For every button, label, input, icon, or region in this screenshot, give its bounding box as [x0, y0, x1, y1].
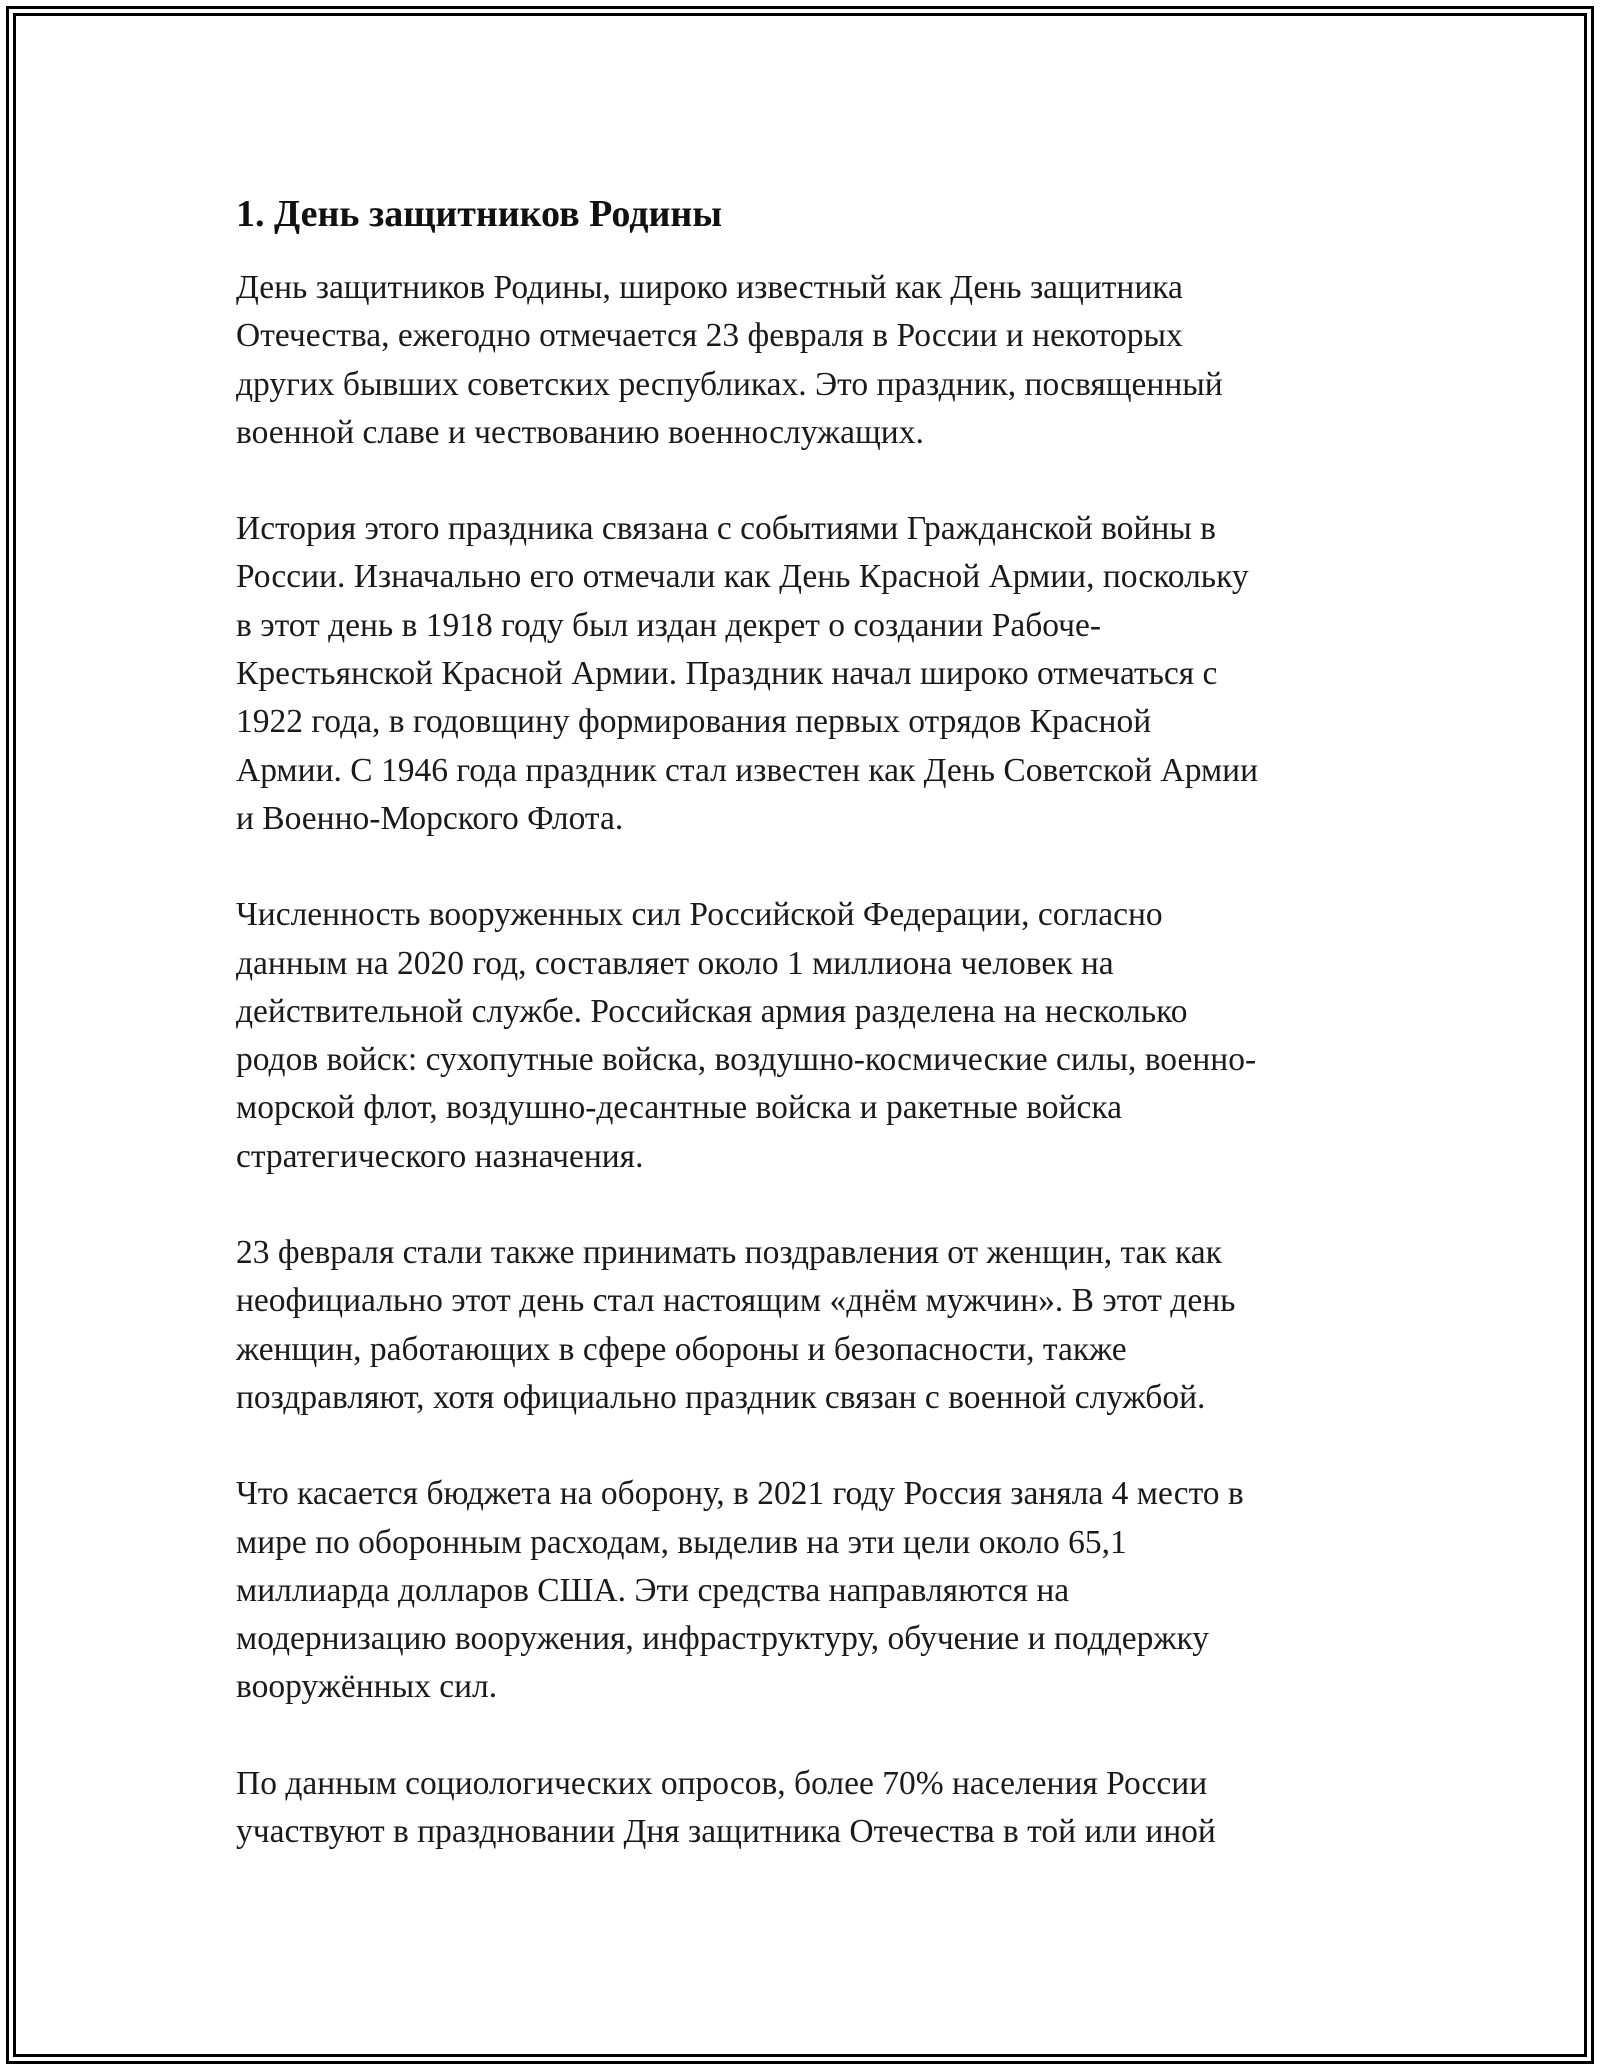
text-line: мире по оборонным расходам, выделив на эти цели около 65,1	[236, 1523, 1127, 1561]
text-line: России. Изначально его отмечали как День Красной Армии, поскольку	[236, 558, 1249, 596]
document-page	[236, 190, 1366, 1856]
text-line: 23 февраля стали также принимать поздравления от женщин, так как	[236, 1234, 1222, 1272]
text-line: и Военно-Морского Флота.	[236, 799, 624, 837]
paragraph-armed-forces	[236, 891, 1366, 1181]
text-line: модернизацию вооружения, инфраструктуру, обучение и поддержку	[236, 1620, 1210, 1658]
text-line: Численность вооруженных сил Российской Федерации, согласно	[236, 896, 1163, 934]
text-line: Что касается бюджета на оборону, в 2021 году Россия заняла 4 место в	[236, 1475, 1244, 1513]
text-line: По данным социологических опросов, более 70% населения России	[236, 1764, 1208, 1802]
document-body	[236, 264, 1366, 1856]
text-line: 1922 года, в годовщину формирования первых отрядов Красной	[236, 703, 1152, 741]
text-line: Крестьянской Красной Армии. Праздник начал широко отмечаться с	[236, 655, 1218, 693]
paragraph-surveys	[236, 1760, 1366, 1857]
section-heading: 1. День защитников Родины	[236, 193, 722, 235]
paragraph-history	[236, 505, 1366, 843]
text-line: Отечества, ежегодно отмечается 23 февраля в России и некоторых	[236, 317, 1183, 355]
text-line: День защитников Родины, широко известный как День защитника	[236, 269, 1183, 306]
text-line: родов войск: сухопутные войска, воздушно-космические силы, военно-	[236, 1041, 1257, 1079]
text-line: данным на 2020 год, составляет около 1 миллиона человек на	[236, 944, 1114, 982]
text-line: военной славе и чествованию военнослужащих.	[236, 413, 924, 451]
text-line: История этого праздника связана с событиями Гражданской войны в	[236, 510, 1216, 548]
text-line: других бывших советских республиках. Это праздник, посвященный	[236, 365, 1223, 403]
text-line: миллиарда долларов США. Эти средства направляются на	[236, 1571, 1070, 1609]
text-line: неофициально этот день стал настоящим «днём мужчин». В этот день	[236, 1282, 1236, 1320]
text-line: женщин, работающих в сфере обороны и безопасности, также	[236, 1330, 1127, 1368]
text-line: Армии. С 1946 года праздник стал известен как День Советской Армии	[236, 751, 1258, 789]
paragraph-intro	[236, 264, 1366, 457]
text-line: поздравляют, хотя официально праздник связан с военной службой.	[236, 1378, 1206, 1416]
text-line: морской флот, воздушно-десантные войска и ракетные войска	[236, 1089, 1122, 1127]
paragraph-defense-budget	[236, 1470, 1366, 1711]
text-line: действительной службе. Российская армия разделена на несколько	[236, 992, 1188, 1030]
text-line: участвуют в праздновании Дня защитника Отечества в той или иной	[236, 1813, 1216, 1851]
text-line: стратегического назначения.	[236, 1137, 644, 1175]
text-line: вооружённых сил.	[236, 1668, 498, 1706]
text-line: в этот день в 1918 году был издан декрет о создании Рабоче-	[236, 606, 1101, 644]
paragraph-womens-greetings	[236, 1229, 1366, 1422]
